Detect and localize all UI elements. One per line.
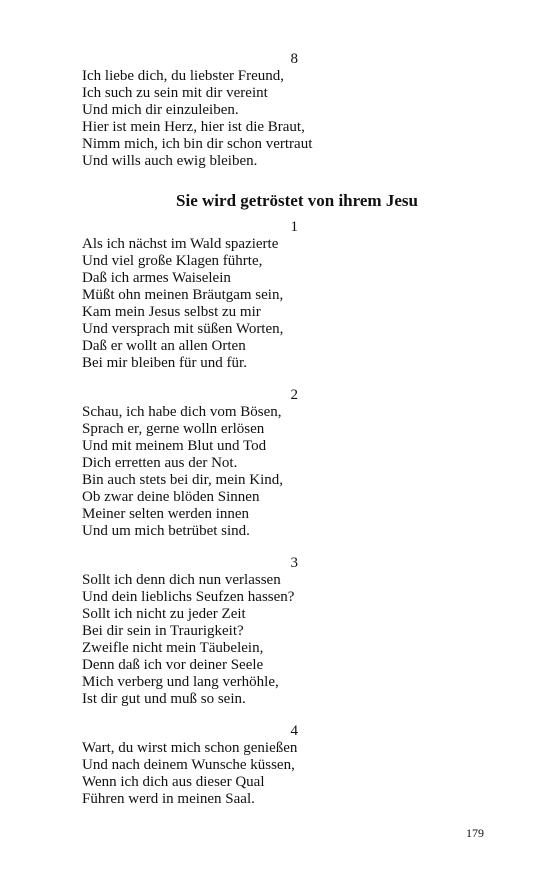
verse-line: Schau, ich habe dich vom Bösen, [82, 404, 282, 420]
stanza-number: 4 [290, 723, 298, 739]
verse-line: Und um mich betrübet sind. [82, 523, 250, 539]
verse-line: Meiner selten werden innen [82, 506, 250, 522]
verse-line: Bei dir sein in Traurigkeit? [82, 623, 244, 639]
verse-line: Ich liebe dich, du liebster Freund, [82, 68, 285, 84]
verse-line: Und dein lieblichs Seufzen hassen? [82, 589, 295, 605]
verse-line: Denn daß ich vor deiner Seele [82, 657, 264, 673]
verse-line: Sollt ich nicht zu jeder Zeit [82, 606, 246, 622]
verse-line: Daß er wollt an allen Orten [82, 338, 246, 354]
stanza-number: 3 [290, 555, 298, 571]
page-number: 179 [466, 826, 484, 840]
song-title: Sie wird getröstet von ihrem Jesu [176, 191, 418, 210]
verse-line: Daß ich armes Waiselein [82, 270, 231, 286]
verse-line: Mich verberg und lang verhöhle, [82, 674, 279, 690]
stanza-number: 2 [290, 387, 298, 403]
stanza-number: 1 [290, 219, 298, 235]
verse-line: Sollt ich denn dich nun verlassen [82, 572, 281, 588]
verse-line: Nimm mich, ich bin dir schon vertraut [82, 136, 313, 152]
verse-line: Führen werd in meinen Saal. [82, 791, 255, 807]
verse-line: Und mich dir einzuleiben. [82, 102, 239, 118]
stanza [82, 404, 283, 540]
verse-line: Müßt ohn meinen Bräutgam sein, [82, 287, 284, 303]
verse-line: Ist dir gut und muß so sein. [82, 691, 246, 707]
stanza-number: 8 [290, 51, 298, 67]
verse-line: Hier ist mein Herz, hier ist die Braut, [82, 119, 305, 135]
verse-line: Wart, du wirst mich schon genießen [82, 740, 298, 756]
verse-line: Zweifle nicht mein Täubelein, [82, 640, 264, 656]
verse-line: Und versprach mit süßen Worten, [82, 321, 284, 337]
verse-line: Als ich nächst im Wald spazierte [82, 236, 279, 252]
verse-line: Und wills auch ewig bleiben. [82, 153, 258, 169]
verse-line: Bin auch stets bei dir, mein Kind, [82, 472, 284, 488]
verse-line: Ich such zu sein mit dir vereint [82, 85, 268, 101]
verse-line: Ob zwar deine blöden Sinnen [82, 489, 260, 505]
stanza [82, 740, 297, 808]
stanza [82, 236, 283, 372]
verse-line: Und viel große Klagen führte, [82, 253, 263, 269]
verse-line: Sprach er, gerne wolln erlösen [82, 421, 265, 437]
verse-line: Und mit meinem Blut und Tod [82, 438, 267, 454]
verse-line: Dich erretten aus der Not. [82, 455, 238, 471]
verse-line: Und nach deinem Wunsche küssen, [82, 757, 295, 773]
verse-line: Bei mir bleiben für und für. [82, 355, 247, 371]
verse-line: Kam mein Jesus selbst zu mir [82, 304, 261, 320]
stanza [82, 68, 312, 170]
stanza [82, 572, 294, 708]
verse-line: Wenn ich dich aus dieser Qual [82, 774, 265, 790]
